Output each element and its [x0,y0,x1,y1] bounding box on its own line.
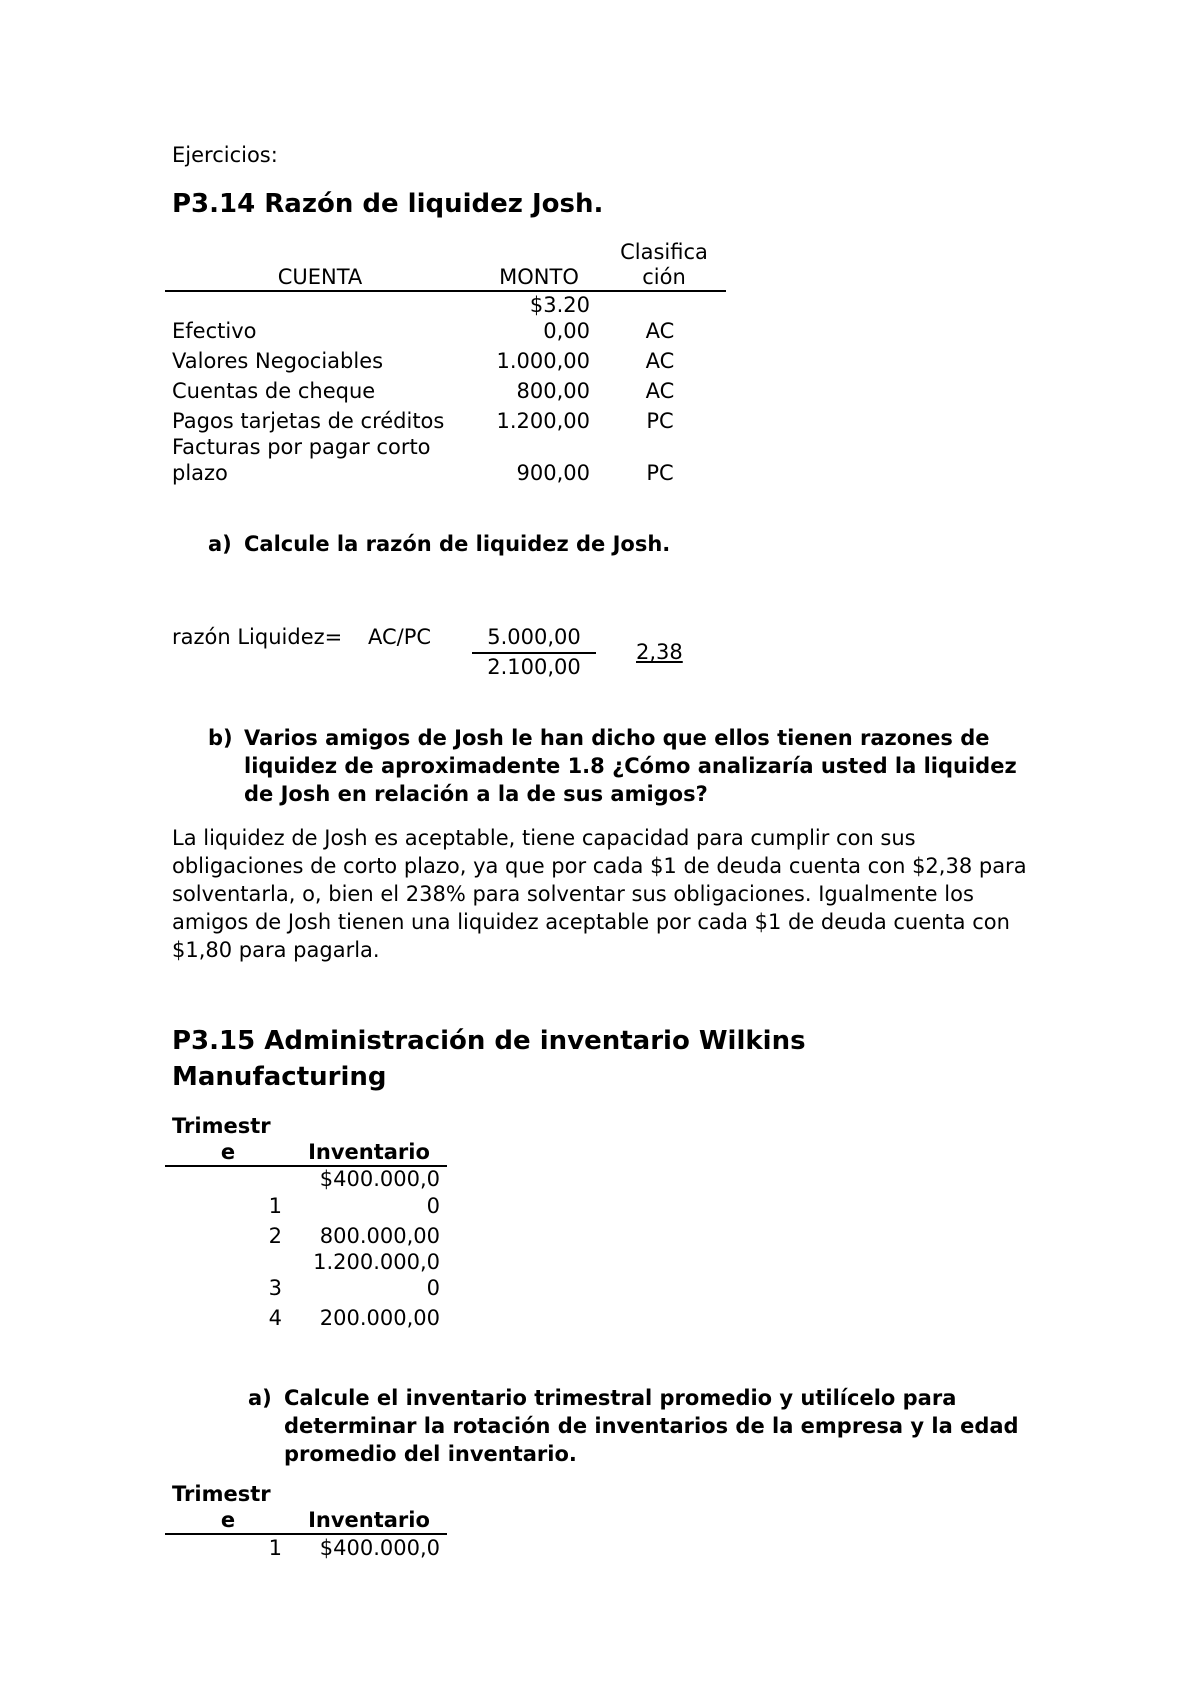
header-trimestre-2: e [220,1508,236,1532]
monto-top-value: $3.20 [529,293,590,317]
header-trimestre-2: e [220,1140,236,1164]
question-a-label: a) [208,532,232,556]
clasif-cell: AC [645,319,675,343]
cuenta-cell: Efectivo [172,319,257,343]
cuenta-cell: Pagos tarjetas de créditos [172,409,445,433]
question-b-text: Varios amigos de Josh le han dicho que ellos tienen razones de liquidez de aproximadente 1.8 ¿Cómo analizaría usted la liquidez de Josh en relación a la de sus amigos? [244,726,1017,806]
intro-text: Ejercicios: [172,143,278,167]
inventario-cell-bottom: 0 [426,1276,440,1300]
formula-ratio: AC/PC [368,625,432,649]
header-clasificacion-1: Clasifica [620,240,708,264]
inventario-cell: 800.000,00 [319,1224,440,1248]
p315-question-a-text: Calcule el inventario trimestral promedio y utilícelo para determinar la rotación de inventarios de la empresa y la edad promedio del inventario. [284,1386,1019,1466]
cuenta-cell-line2: plazo [172,461,228,485]
formula-numerator: 5.000,00 [487,625,581,649]
inventario-cell: $400.000,0 [319,1536,440,1560]
trimestre-cell: 4 [268,1306,282,1330]
cuenta-cell-line1: Facturas por pagar corto [172,435,431,459]
question-b-label: b) [208,726,233,750]
fraction-bar [472,652,596,654]
header-inventario: Inventario [308,1140,430,1164]
p315-title-line2: Manufacturing [172,1062,387,1092]
header-underline [165,1533,447,1535]
monto-cell: 0,00 [543,319,590,343]
formula-label: razón Liquidez= [172,625,343,649]
monto-cell: 800,00 [516,379,590,403]
p314-title: P3.14 Razón de liquidez Josh. [172,189,604,219]
clasif-cell: PC [646,409,674,433]
trimestre-cell: 3 [268,1276,282,1300]
answer-paragraph: La liquidez de Josh es aceptable, tiene capacidad para cumplir con sus obligaciones de corto plazo, ya que por cada $1 de deuda cuenta con $2,38 para solventarla, o, bien el 238% para solventar sus obligaciones. Igualmente los amigos de Josh tienen una liquidez aceptable por cada $1 de deuda cuenta con $1,80 para pagarla. [172,826,1027,962]
inventario-cell-bottom: 0 [426,1194,440,1218]
formula-denominator: 2.100,00 [487,655,581,679]
monto-cell: 1.000,00 [496,349,590,373]
clasif-cell: AC [645,349,675,373]
header-inventario: Inventario [308,1508,430,1532]
monto-cell: 900,00 [516,461,590,485]
header-monto: MONTO [499,265,579,289]
inventario-cell-top: 1.200.000,0 [313,1250,440,1274]
monto-cell: 1.200,00 [496,409,590,433]
p315-question-a-label: a) [248,1386,272,1410]
clasif-cell: AC [645,379,675,403]
trimestre-cell: 1 [268,1536,282,1560]
inventario-cell: 200.000,00 [319,1306,440,1330]
header-trimestre-1: Trimestr [172,1114,271,1138]
cuenta-cell: Valores Negociables [172,349,384,373]
trimestre-cell: 1 [268,1194,282,1218]
header-clasificacion-2: ción [642,265,686,289]
cuenta-cell: Cuentas de cheque [172,379,376,403]
question-a [208,530,1028,560]
header-cuenta: CUENTA [277,265,363,289]
inventario-cell-top: $400.000,0 [319,1167,440,1191]
question-a-text: Calcule la razón de liquidez de Josh. [244,532,671,556]
clasif-cell: PC [646,461,674,485]
header-trimestre-1: Trimestr [172,1482,271,1506]
formula-result: 2,38 [636,640,683,664]
header-underline [165,290,726,292]
p315-question-a [248,1384,1028,1468]
question-b [208,724,1028,808]
trimestre-cell: 2 [268,1224,282,1248]
p315-title-line1: P3.15 Administración de inventario Wilkins [172,1026,806,1056]
